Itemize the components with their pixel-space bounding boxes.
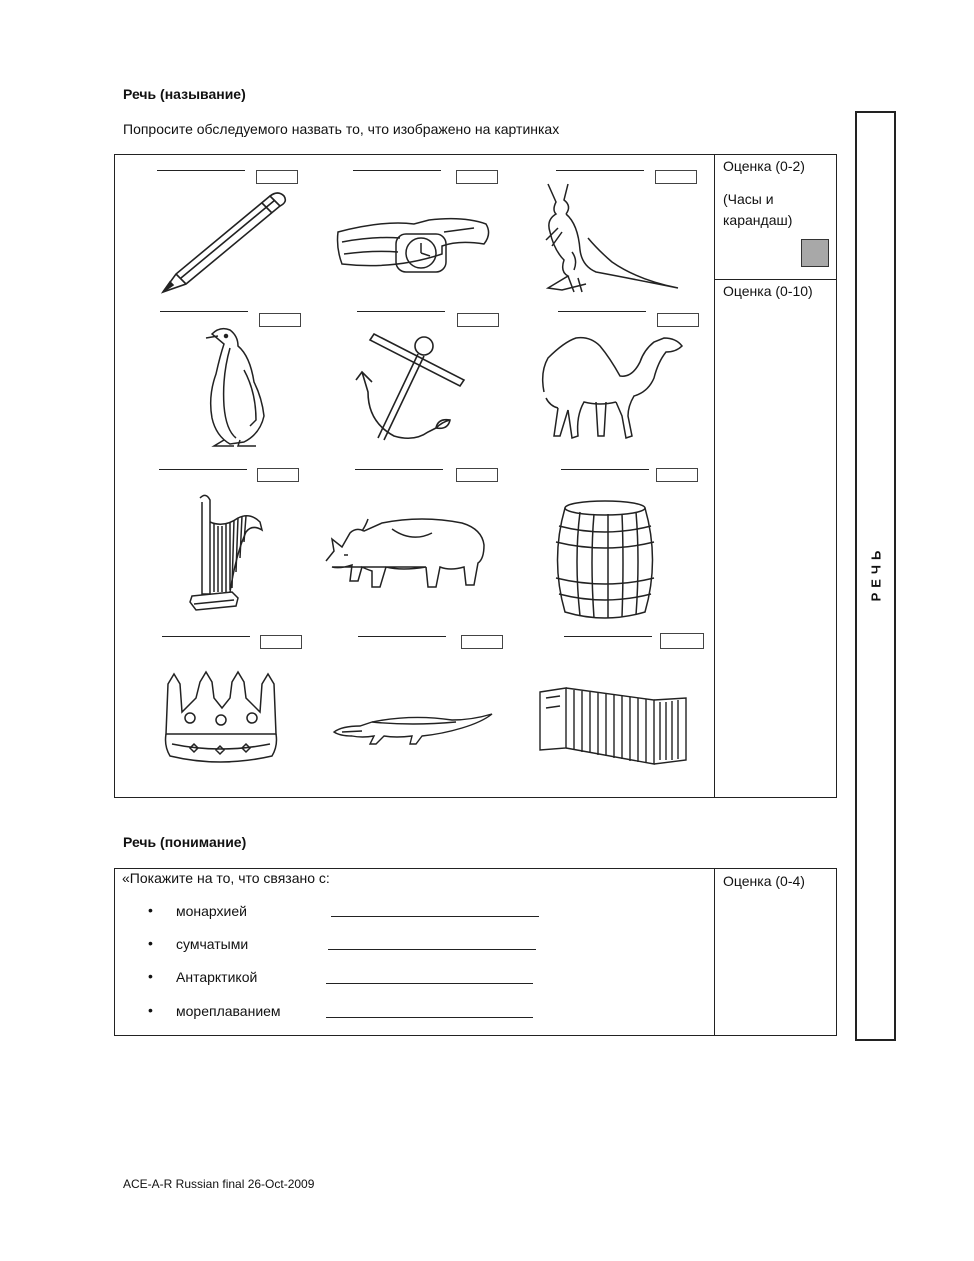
naming-instruction: Попросите обследуемого назвать то, что изображено на картинках <box>123 121 560 137</box>
crocodile-icon <box>332 710 496 750</box>
item-label: Антарктикой <box>176 969 258 985</box>
rhinoceros-icon <box>322 515 488 591</box>
kangaroo-icon <box>538 180 682 296</box>
score-label-0-10: Оценка (0-10) <box>723 283 813 299</box>
item-label: монархией <box>176 903 247 919</box>
item-label: сумчатыми <box>176 936 249 952</box>
bullet: • <box>148 968 153 984</box>
answer-line[interactable] <box>162 636 250 637</box>
score-gray-box[interactable] <box>801 239 829 267</box>
answer-line[interactable] <box>328 949 536 950</box>
comprehension-title: Речь (понимание) <box>123 834 247 850</box>
naming-divider <box>714 154 715 798</box>
answer-box[interactable] <box>457 313 499 327</box>
answer-box[interactable] <box>259 313 301 327</box>
answer-line[interactable] <box>353 170 441 171</box>
item-label: мореплаванием <box>176 1003 281 1019</box>
answer-line[interactable] <box>556 170 644 171</box>
score-divider <box>714 279 837 280</box>
answer-box[interactable] <box>257 468 299 482</box>
answer-line[interactable] <box>357 311 445 312</box>
score-label-0-4: Оценка (0-4) <box>723 873 805 889</box>
answer-line[interactable] <box>358 636 446 637</box>
watch-icon <box>334 212 494 276</box>
crown-icon <box>160 668 282 768</box>
answer-line[interactable] <box>561 469 649 470</box>
comprehension-prompt: «Покажите на то, что связано с: <box>122 870 330 886</box>
answer-box[interactable] <box>260 635 302 649</box>
section-side-label: РЕЧЬ <box>868 545 884 602</box>
answer-box[interactable] <box>656 468 698 482</box>
harp-icon <box>188 492 268 614</box>
bullet: • <box>148 935 153 951</box>
answer-line[interactable] <box>564 636 652 637</box>
answer-box[interactable] <box>456 170 498 184</box>
anchor-icon <box>354 332 474 450</box>
comprehension-divider <box>714 868 715 1036</box>
bullet: • <box>148 1002 153 1018</box>
answer-line[interactable] <box>160 311 248 312</box>
bullet: • <box>148 902 153 918</box>
answer-line[interactable] <box>331 916 539 917</box>
answer-box[interactable] <box>456 468 498 482</box>
answer-line[interactable] <box>326 983 533 984</box>
naming-title: Речь (называние) <box>123 86 246 102</box>
answer-box[interactable] <box>660 633 704 649</box>
barrel-icon <box>550 498 660 622</box>
footer: ACE-A-R Russian final 26-Oct-2009 <box>123 1177 315 1191</box>
answer-line[interactable] <box>159 469 247 470</box>
answer-box[interactable] <box>256 170 298 184</box>
accordion-icon <box>536 684 688 768</box>
answer-line[interactable] <box>558 311 646 312</box>
score-label-0-2: Оценка (0-2) <box>723 158 805 174</box>
answer-line[interactable] <box>157 170 245 171</box>
pencil-icon <box>158 190 288 296</box>
answer-line[interactable] <box>326 1017 533 1018</box>
camel-icon <box>540 332 686 440</box>
answer-box[interactable] <box>461 635 503 649</box>
answer-box[interactable] <box>657 313 699 327</box>
penguin-icon <box>204 326 272 448</box>
answer-line[interactable] <box>355 469 443 470</box>
score-note: (Часы и карандаш) <box>723 191 793 228</box>
